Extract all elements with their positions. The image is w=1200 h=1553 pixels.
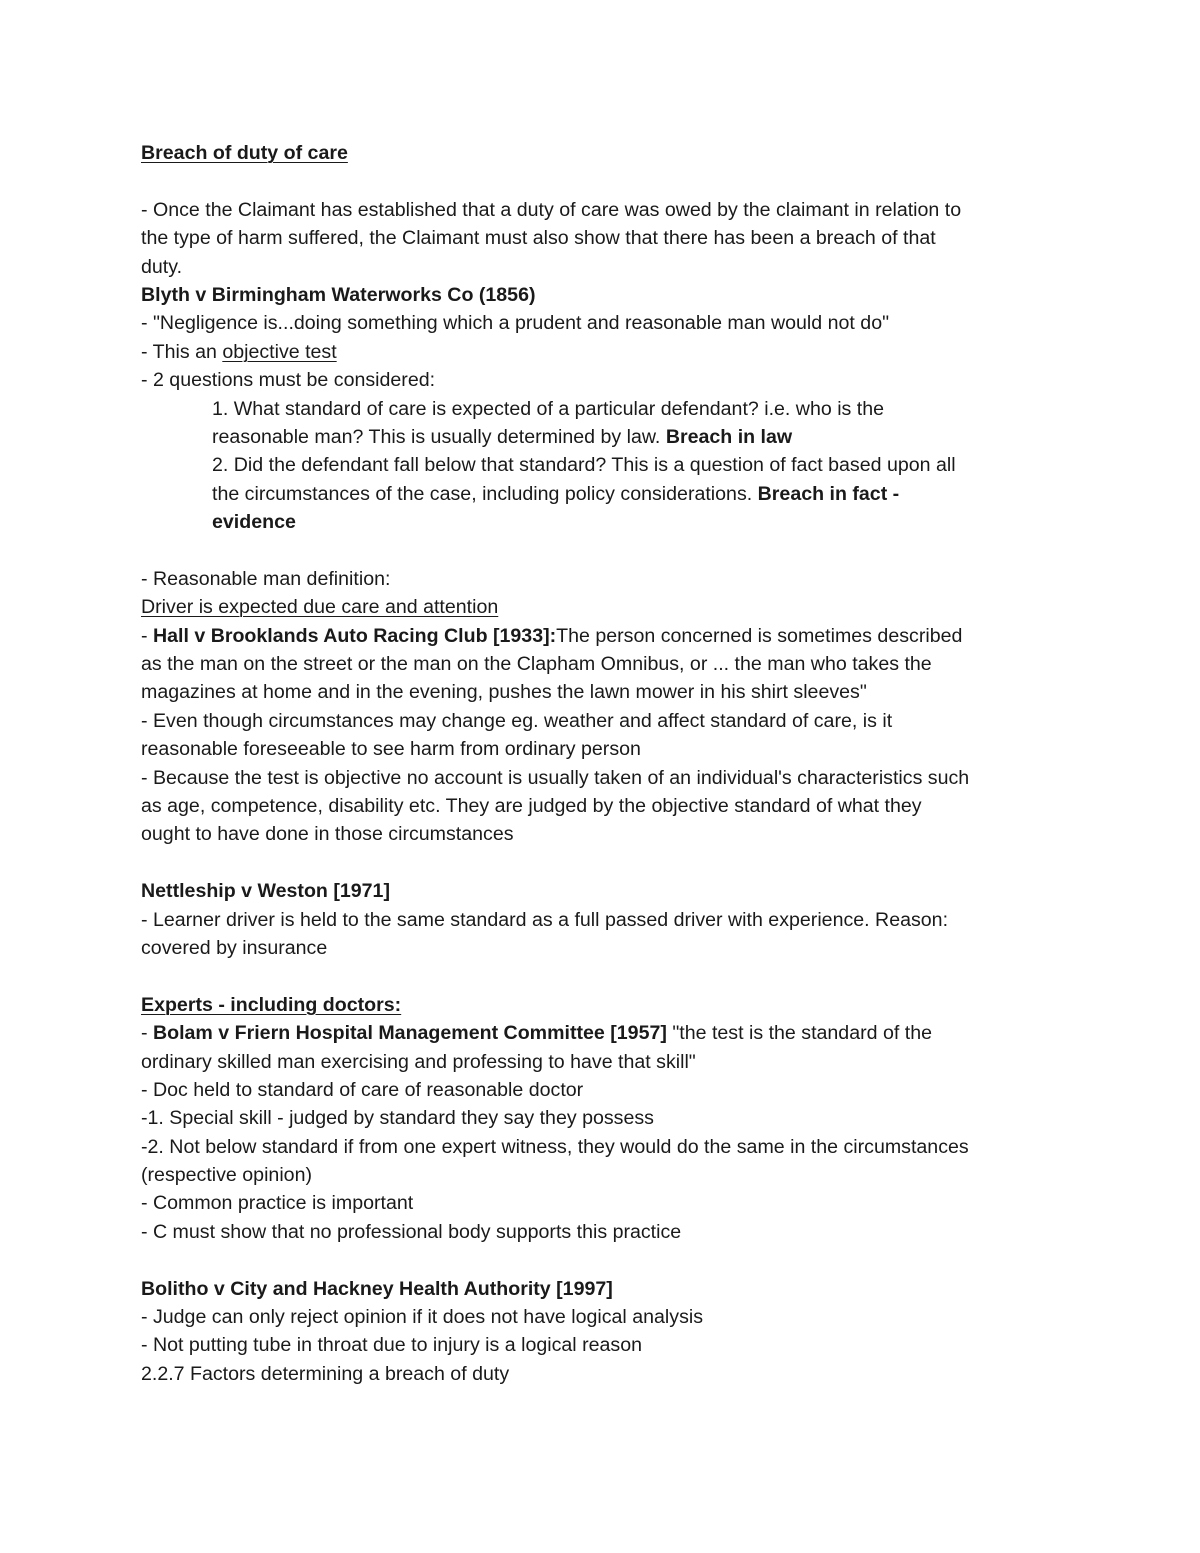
case-title-hall: Hall v Brooklands Auto Racing Club [1933]: (152, 624, 557, 647)
bolam-dash: - (141, 1022, 153, 1045)
breach-in-fact: Breach in fact - (757, 482, 900, 505)
experts-line: -1. Special skill - judged by standard they say they possess (141, 1107, 654, 1130)
experts-line: - Doc held to standard of care of reasonable doctor (141, 1078, 584, 1101)
case-title-bolam: Bolam v Friern Hospital Management Committee [1957] (152, 1022, 667, 1045)
breach-in-law: Breach in law (665, 425, 793, 448)
bolam-text: "the test is the standard of the (666, 1022, 932, 1045)
section-heading: Breach of duty of care (141, 142, 348, 164)
objective-note-line: as age, competence, disability etc. They are judged by the objective standard of what they (141, 794, 922, 817)
hall-text: The person concerned is sometimes described (556, 624, 963, 647)
question-2-text: the circumstances of the case, including policy considerations. (212, 482, 758, 505)
experts-line: - Common practice is important (141, 1192, 414, 1215)
case-title-nettleship: Nettleship v Weston [1971] (141, 880, 390, 903)
case-title-bolitho: Bolitho v City and Hackney Health Authority [1997] (141, 1277, 613, 1300)
objective-note-line: - Because the test is objective no account is usually taken of an individual's characteristics such (141, 766, 970, 789)
experts-line: -2. Not below standard if from one expert witness, they would do the same in the circumstances (141, 1135, 969, 1158)
circumstances-line: reasonable foreseeable to see harm from ordinary person (141, 738, 641, 761)
reasonable-man-definition: - Reasonable man definition: (141, 567, 391, 590)
spacer (141, 962, 1061, 990)
hall-line (141, 622, 1061, 650)
section-reference: 2.2.7 Factors determining a breach of duty (141, 1362, 510, 1385)
questions-intro: - 2 questions must be considered: (141, 369, 436, 392)
spacer (141, 167, 1061, 195)
intro-line: duty. (141, 255, 183, 278)
question-2-line (141, 480, 1061, 508)
circumstances-line: - Even though circumstances may change eg. weather and affect standard of care, is it (141, 709, 893, 732)
nettleship-line: covered by insurance (141, 936, 328, 959)
bolitho-line: - Judge can only reject opinion if it does not have logical analysis (141, 1306, 704, 1329)
question-1-text: reasonable man? This is usually determined by law. (212, 425, 666, 448)
question-1-line (141, 423, 1061, 451)
document-body (141, 139, 1061, 1388)
bolitho-line: - Not putting tube in throat due to injury is a logical reason (141, 1334, 643, 1357)
experts-line: (respective opinion) (141, 1164, 312, 1187)
experts-heading: Experts - including doctors: (141, 993, 402, 1016)
objective-note-line: ought to have done in those circumstances (141, 823, 514, 846)
question-2-line: 2. Did the defendant fall below that standard? This is a question of fact based upon all (212, 454, 956, 477)
objective-prefix: - This an (141, 340, 223, 363)
evidence-label: evidence (212, 511, 296, 534)
hall-dash: - (141, 624, 153, 647)
intro-line: - Once the Claimant has established that a duty of care was owed by the claimant in relation to (141, 198, 962, 221)
spacer (141, 1246, 1061, 1274)
bolam-line: ordinary skilled man exercising and professing to have that skill" (141, 1050, 696, 1073)
driver-line: Driver is expected due care and attention (141, 596, 499, 619)
experts-line: - C must show that no professional body supports this practice (141, 1220, 682, 1243)
nettleship-line: - Learner driver is held to the same standard as a full passed driver with experience. Reason: (141, 908, 949, 931)
question-1-line: 1. What standard of care is expected of a particular defendant? i.e. who is the (212, 397, 885, 420)
objective-test-line (141, 338, 1061, 366)
negligence-quote: - "Negligence is...doing something which a prudent and reasonable man would not do" (141, 312, 890, 335)
spacer (141, 536, 1061, 564)
hall-line: magazines at home and in the evening, pushes the lawn mower in his shirt sleeves" (141, 681, 867, 704)
objective-term: objective test (222, 340, 337, 363)
intro-line: the type of harm suffered, the Claimant must also show that there has been a breach of that (141, 227, 936, 250)
case-title-blyth: Blyth v Birmingham Waterworks Co (1856) (141, 283, 536, 306)
hall-line: as the man on the street or the man on the Clapham Omnibus, or ... the man who takes the (141, 653, 932, 676)
spacer (141, 849, 1061, 877)
bolam-line (141, 1019, 1061, 1047)
